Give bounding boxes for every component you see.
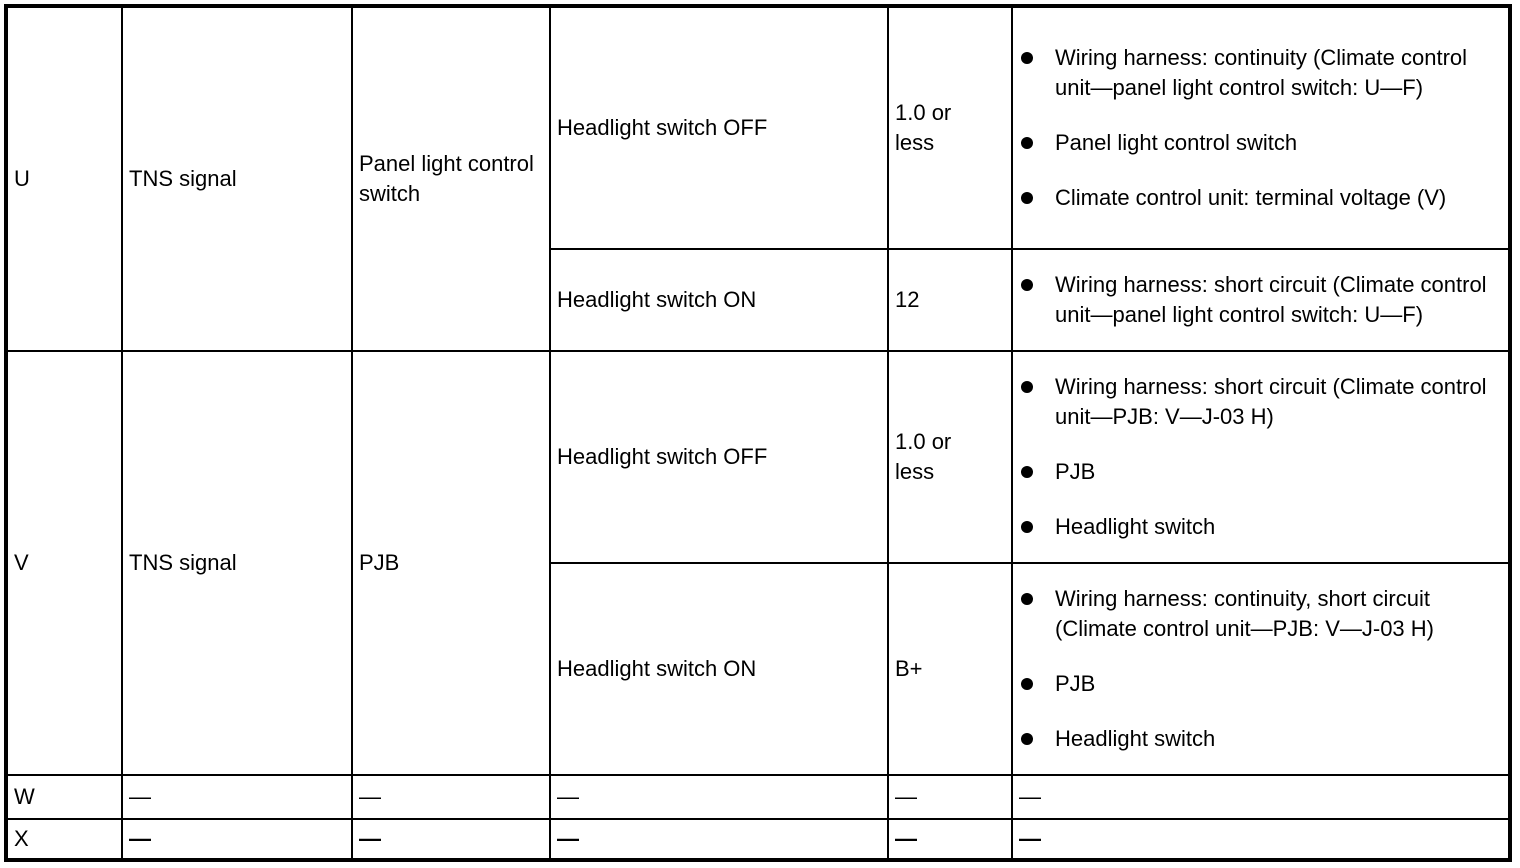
voltage-cell: B+ bbox=[888, 563, 1012, 775]
signal-cell: TNS signal bbox=[122, 351, 352, 775]
action-item bbox=[1019, 372, 1502, 432]
connected-to-text: Panel light control switch bbox=[359, 151, 534, 206]
action-item bbox=[1019, 457, 1502, 487]
test-condition-cell: Headlight switch OFF bbox=[550, 351, 888, 563]
bullet-icon bbox=[1021, 593, 1033, 605]
action-item bbox=[1019, 724, 1502, 754]
test-condition-cell: Headlight switch ON bbox=[550, 249, 888, 351]
table-row-u-off bbox=[7, 7, 1509, 249]
voltage-cell bbox=[888, 7, 1012, 249]
bullet-icon bbox=[1021, 52, 1033, 64]
terminal-inspection-table bbox=[6, 6, 1510, 860]
action-list bbox=[1019, 372, 1502, 542]
action-text: Wiring harness: continuity, short circuit (Climate control unit—PJB: V—J-03 H) bbox=[1055, 586, 1434, 641]
bullet-icon bbox=[1021, 381, 1033, 393]
terminal-cell: V bbox=[7, 351, 122, 775]
signal-cell: TNS signal bbox=[122, 7, 352, 351]
action-text: Climate control unit: terminal voltage (V) bbox=[1055, 185, 1447, 210]
action-item bbox=[1019, 512, 1502, 542]
connected-to-cell: PJB bbox=[352, 351, 550, 775]
voltage-cell bbox=[888, 351, 1012, 563]
connected-to-cell: — bbox=[352, 819, 550, 859]
action-text: PJB bbox=[1055, 671, 1096, 696]
action-text: Headlight switch bbox=[1055, 726, 1216, 751]
action-item bbox=[1019, 669, 1502, 699]
signal-cell: — bbox=[122, 775, 352, 819]
test-condition-cell: Headlight switch OFF bbox=[550, 7, 888, 249]
action-text: Wiring harness: continuity (Climate control unit—panel light control switch: U—F) bbox=[1055, 45, 1468, 100]
bullet-icon bbox=[1021, 137, 1033, 149]
bullet-icon bbox=[1021, 733, 1033, 745]
connected-to-cell bbox=[352, 7, 550, 351]
action-text: Wiring harness: short circuit (Climate control unit—PJB: V—J-03 H) bbox=[1055, 374, 1487, 429]
bullet-icon bbox=[1021, 279, 1033, 291]
bullet-icon bbox=[1021, 192, 1033, 204]
table-row-w bbox=[7, 775, 1509, 819]
voltage-text: 1.0 or less bbox=[895, 100, 952, 155]
action-item bbox=[1019, 584, 1502, 644]
connected-to-cell: — bbox=[352, 775, 550, 819]
bullet-icon bbox=[1021, 521, 1033, 533]
action-list bbox=[1019, 584, 1502, 754]
action-text: Wiring harness: short circuit (Climate control unit—panel light control switch: U—F) bbox=[1055, 272, 1487, 327]
terminal-cell: U bbox=[7, 7, 122, 351]
voltage-cell: — bbox=[888, 819, 1012, 859]
table-row-x bbox=[7, 819, 1509, 859]
action-item bbox=[1019, 128, 1502, 158]
action-cell: — bbox=[1012, 819, 1509, 859]
action-cell bbox=[1012, 7, 1509, 249]
bullet-icon bbox=[1021, 466, 1033, 478]
voltage-cell: 12 bbox=[888, 249, 1012, 351]
action-list bbox=[1019, 43, 1502, 213]
action-cell bbox=[1012, 249, 1509, 351]
test-condition-cell: — bbox=[550, 775, 888, 819]
test-condition-cell: Headlight switch ON bbox=[550, 563, 888, 775]
test-condition-cell: — bbox=[550, 819, 888, 859]
action-cell bbox=[1012, 563, 1509, 775]
action-item bbox=[1019, 183, 1502, 213]
action-cell: — bbox=[1012, 775, 1509, 819]
action-item bbox=[1019, 270, 1502, 330]
action-text: PJB bbox=[1055, 459, 1096, 484]
terminal-cell: W bbox=[7, 775, 122, 819]
action-text: Panel light control switch bbox=[1055, 130, 1298, 155]
voltage-text: 1.0 or less bbox=[895, 429, 952, 484]
action-item bbox=[1019, 43, 1502, 103]
table-row-v-off bbox=[7, 351, 1509, 563]
signal-cell: — bbox=[122, 819, 352, 859]
action-cell bbox=[1012, 351, 1509, 563]
terminal-inspection-table-container bbox=[6, 6, 1510, 860]
action-list bbox=[1019, 270, 1502, 330]
bullet-icon bbox=[1021, 678, 1033, 690]
voltage-cell: — bbox=[888, 775, 1012, 819]
action-text: Headlight switch bbox=[1055, 514, 1216, 539]
terminal-cell: X bbox=[7, 819, 122, 859]
